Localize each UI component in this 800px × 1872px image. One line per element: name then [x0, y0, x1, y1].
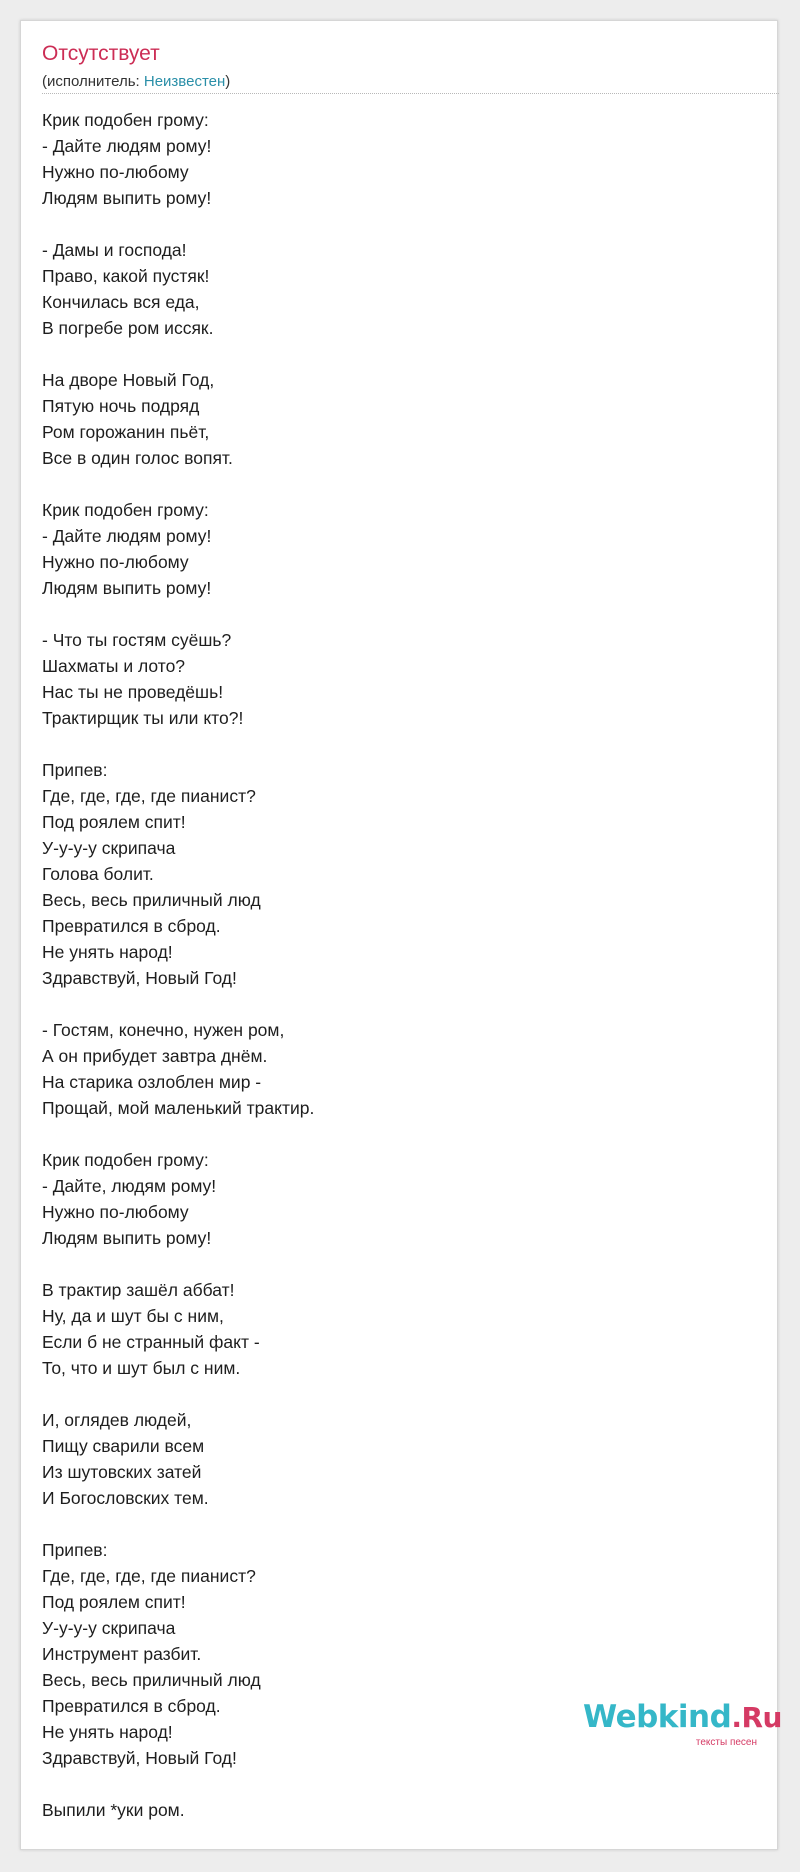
- lyrics-card: [20, 20, 782, 1850]
- lyric-line: Людям выпить рому!: [42, 578, 212, 598]
- lyric-line: В трактир зашёл аббат!: [42, 1280, 235, 1300]
- lyric-line: Трактирщик ты или кто?!: [42, 708, 244, 728]
- lyric-line: Все в один голос вопят.: [42, 448, 233, 468]
- lyric-line: Людям выпить рому!: [42, 188, 212, 208]
- lyric-line: Весь, весь приличный люд: [42, 1670, 261, 1690]
- lyric-line: То, что и шут был с ним.: [42, 1358, 241, 1378]
- lyric-line: Если б не странный факт -: [42, 1332, 260, 1352]
- lyric-line: - Дайте, людям рому!: [42, 1176, 217, 1196]
- lyric-line: Не унять народ!: [42, 942, 173, 962]
- lyric-line: Припев:: [42, 1540, 108, 1560]
- lyric-line: - Дамы и господа!: [42, 240, 187, 260]
- lyric-line: Здравствуй, Новый Год!: [42, 1748, 237, 1768]
- lyric-line: Кончилась вся еда,: [42, 292, 200, 312]
- stanza-break: [42, 211, 742, 237]
- lyric-line: Где, где, где, где пианист?: [42, 1566, 256, 1586]
- stanza-break: [42, 1381, 742, 1407]
- lyric-line: На дворе Новый Год,: [42, 370, 215, 390]
- lyric-line: В погребе ром иссяк.: [42, 318, 214, 338]
- lyric-line: Пищу сварили всем: [42, 1436, 205, 1456]
- lyric-line: У-у-у-у скрипача: [42, 838, 176, 858]
- lyric-line: Голова болит.: [42, 864, 154, 884]
- logo-main-text: Webkind: [583, 1699, 732, 1735]
- artist-link[interactable]: Неизвестен: [143, 73, 226, 90]
- stanza-break: [42, 601, 742, 627]
- lyric-line: Пятую ночь подряд: [42, 396, 200, 416]
- lyric-line: Инструмент разбит.: [42, 1644, 202, 1664]
- lyric-line: Превратился в сброд.: [42, 916, 221, 936]
- lyric-line: Ну, да и шут бы с ним,: [42, 1306, 224, 1326]
- lyric-line: Припев:: [42, 760, 108, 780]
- lyric-line: Под роялем спит!: [42, 812, 186, 832]
- stanza-break: [42, 1251, 742, 1277]
- lyric-line: Людям выпить рому!: [42, 1228, 212, 1248]
- stanza-break: [42, 1771, 742, 1797]
- stanza-break: [42, 991, 742, 1017]
- lyric-line: Нас ты не проведёшь!: [42, 682, 224, 702]
- lyric-line: Прощай, мой маленький трактир.: [42, 1098, 315, 1118]
- logo-wordmark: [583, 1699, 782, 1735]
- lyric-line: Право, какой пустяк!: [42, 266, 210, 286]
- lyric-line: Выпили *уки ром.: [42, 1800, 185, 1820]
- lyric-line: Шахматы и лото?: [42, 656, 186, 676]
- logo-tld: .Ru: [731, 1701, 782, 1734]
- lyric-line: Нужно по-любому: [42, 1202, 189, 1222]
- lyric-line: Здравствуй, Новый Год!: [42, 968, 237, 988]
- lyric-line: Весь, весь приличный люд: [42, 890, 261, 910]
- lyric-line: Нужно по-любому: [42, 162, 189, 182]
- stanza-break: [42, 1121, 742, 1147]
- lyric-line: И, оглядев людей,: [42, 1410, 192, 1430]
- stanza-break: [42, 1511, 742, 1537]
- lyrics-body: [42, 107, 742, 1823]
- lyric-line: А он прибудет завтра днём.: [42, 1046, 268, 1066]
- site-logo[interactable]: [583, 1699, 782, 1748]
- stanza-break: [42, 341, 742, 367]
- lyric-line: Где, где, где, где пианист?: [42, 786, 256, 806]
- lyric-line: У-у-у-у скрипача: [42, 1618, 176, 1638]
- lyric-line: Под роялем спит!: [42, 1592, 186, 1612]
- lyric-line: - Дайте людям рому!: [42, 526, 212, 546]
- lyric-line: - Что ты гостям суёшь?: [42, 630, 232, 650]
- song-title: Отсутствует: [42, 42, 160, 65]
- lyric-line: Нужно по-любому: [42, 552, 189, 572]
- artist-line: [42, 74, 230, 89]
- lyric-line: Превратился в сброд.: [42, 1696, 221, 1716]
- lyric-line: На старика озлоблен мир -: [42, 1072, 262, 1092]
- lyric-line: Крик подобен грому:: [42, 500, 209, 520]
- lyric-line: Не унять народ!: [42, 1722, 173, 1742]
- lyric-line: Крик подобен грому:: [42, 110, 209, 130]
- stanza-break: [42, 471, 742, 497]
- title-divider: [42, 93, 779, 94]
- lyric-line: - Дайте людям рому!: [42, 136, 212, 156]
- lyric-line: Крик подобен грому:: [42, 1150, 209, 1170]
- lyric-line: И Богословских тем.: [42, 1488, 209, 1508]
- artist-prefix: (исполнитель:: [42, 73, 144, 90]
- lyric-line: Из шутовских затей: [42, 1462, 202, 1482]
- logo-tagline: тексты песен: [695, 1737, 757, 1748]
- stanza-break: [42, 731, 742, 757]
- lyric-line: Ром горожанин пьёт,: [42, 422, 210, 442]
- lyric-line: - Гостям, конечно, нужен ром,: [42, 1020, 285, 1040]
- artist-suffix: ): [225, 73, 231, 90]
